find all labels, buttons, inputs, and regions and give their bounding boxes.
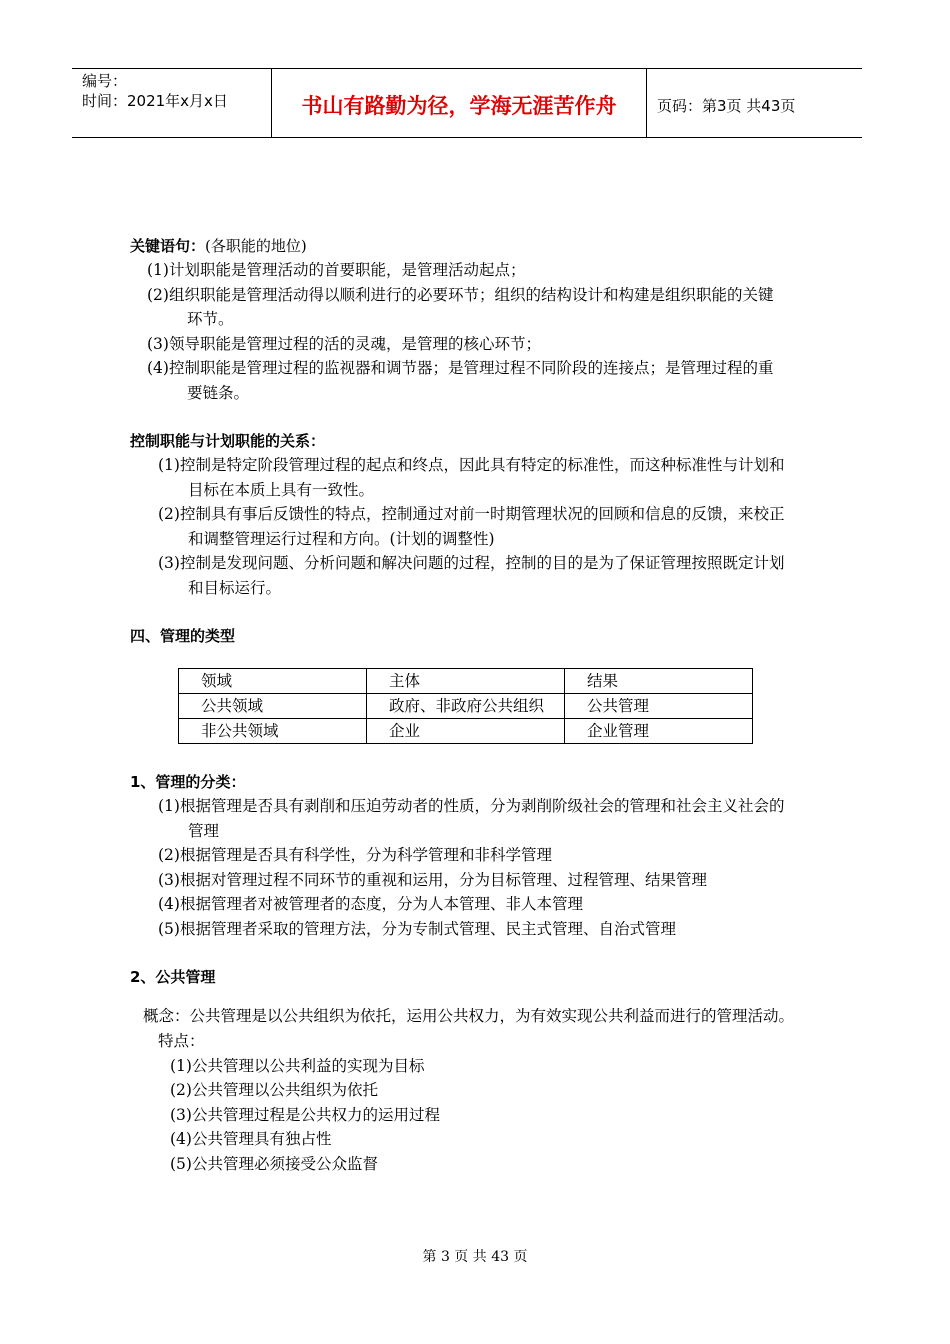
key-sentences-note: (各职能的地位)	[205, 237, 307, 255]
table-header-cell: 领域	[179, 669, 367, 694]
control-item-3-text: (3)控制是发现问题、分析问题和解决问题的过程，控制的目的是为了保证管理按照既定计划	[158, 554, 785, 572]
key-item-3	[130, 332, 850, 357]
control-item-2-cont: 和调整管理运行过程和方向。(计划的调整性)	[188, 529, 495, 548]
table-cell: 企业	[367, 719, 565, 744]
table-header-row	[179, 669, 753, 694]
class-item-4-text: (4)根据管理者对被管理者的态度，分为人本管理、非人本管理	[158, 895, 583, 913]
key-sentences-heading	[130, 234, 850, 258]
class-item-1-cont: 管理	[188, 821, 220, 840]
control-item-2-text: (2)控制具有事后反馈性的特点，控制通过对前一时期管理状况的回顾和信息的反馈，来校正	[158, 505, 785, 523]
key-item-3-text: (3)领导职能是管理过程的活的灵魂，是管理的核心环节；	[147, 334, 541, 353]
control-item-1-cont: 目标在本质上具有一致性。	[188, 480, 375, 499]
control-plan-heading: 控制职能与计划职能的关系：	[130, 432, 326, 450]
header-motto: 书山有路勤为径，学海无涯苦作舟	[272, 69, 647, 137]
public-feature-3: (3)公共管理过程是公共权力的运用过程	[170, 1105, 440, 1124]
class-item-4	[130, 892, 850, 917]
header-number-label: 编号：	[82, 72, 128, 90]
key-item-4	[130, 356, 850, 405]
class-item-1-text: (1)根据管理是否具有剥削和压迫劳动者的性质，分为剥削阶级社会的管理和社会主义社会的	[158, 797, 785, 815]
page-footer: 第 3 页 共 43 页	[422, 1249, 528, 1265]
class-item-5-text: (5)根据管理者采取的管理方法，分为专制式管理、民主式管理、自治式管理	[158, 919, 676, 938]
public-feature-2: (2)公共管理以公共组织为依托	[170, 1081, 378, 1099]
control-item-2	[130, 502, 850, 551]
public-feature-5: (5)公共管理必须接受公众监督	[170, 1154, 378, 1173]
control-item-1	[130, 453, 850, 502]
public-management-heading: 2、公共管理	[130, 968, 216, 986]
key-item-4-cont: 要链条。	[187, 383, 250, 402]
key-sentences-title: 关键语句：	[130, 237, 206, 255]
table-cell: 政府、非政府公共组织	[367, 694, 565, 719]
table-header-cell: 主体	[367, 669, 565, 694]
table-cell: 公共领域	[179, 694, 367, 719]
public-management-concept: 概念：公共管理是以公共组织为依托，运用公共权力，为有效实现公共利益而进行的管理活动。	[143, 1007, 795, 1025]
management-types-heading: 四、管理的类型	[130, 627, 236, 645]
table-header-cell: 结果	[565, 669, 753, 694]
document-body	[130, 234, 850, 1176]
public-features-label: 特点：	[158, 1032, 205, 1050]
class-item-5	[130, 917, 850, 942]
header-time-label: 时间：2021年x月x日	[82, 92, 228, 110]
table-cell: 非公共领域	[179, 719, 367, 744]
key-item-2-text: (2)组织职能是管理活动得以顺利进行的必要环节；组织的结构设计和构建是组织职能的关键	[147, 285, 774, 304]
class-item-1	[130, 794, 850, 843]
public-feature-1: (1)公共管理以公共利益的实现为目标	[170, 1056, 425, 1075]
public-feature-4: (4)公共管理具有独占性	[170, 1130, 332, 1148]
class-item-2	[130, 843, 850, 868]
table-cell: 公共管理	[565, 694, 753, 719]
class-item-3-text: (3)根据对管理过程不同环节的重视和运用，分为目标管理、过程管理、结果管理	[158, 870, 707, 889]
class-item-3	[130, 868, 850, 893]
key-item-1	[130, 258, 850, 283]
header-page-label: 页码：第3页 共43页	[657, 96, 796, 115]
control-item-3-cont: 和目标运行。	[188, 578, 282, 597]
key-item-2	[130, 283, 850, 332]
control-item-3	[130, 551, 850, 600]
table-row	[179, 719, 753, 744]
management-types-table	[178, 668, 753, 744]
table-cell: 企业管理	[565, 719, 753, 744]
key-item-1-text: (1)计划职能是管理活动的首要职能，是管理活动起点；	[147, 261, 526, 279]
class-item-2-text: (2)根据管理是否具有科学性，分为科学管理和非科学管理	[158, 846, 552, 864]
key-item-2-cont: 环节。	[187, 310, 234, 328]
page-header	[72, 68, 862, 138]
key-item-4-text: (4)控制职能是管理过程的监视器和调节器；是管理过程不同阶段的连接点；是管理过程的重	[147, 359, 774, 377]
control-item-1-text: (1)控制是特定阶段管理过程的起点和终点，因此具有特定的标准性，而这种标准性与计划和	[158, 456, 785, 474]
classification-heading: 1、管理的分类：	[130, 773, 246, 791]
table-row	[179, 694, 753, 719]
header-meta	[72, 69, 272, 137]
